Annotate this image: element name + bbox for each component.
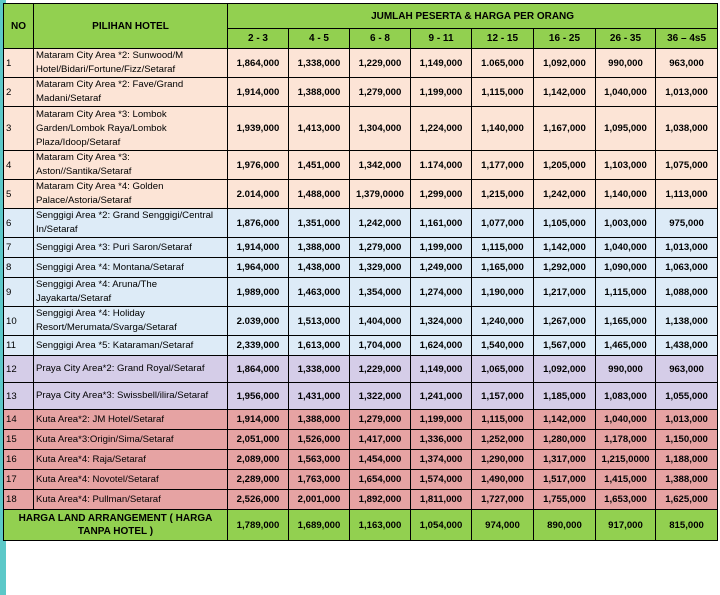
price-cell: 1,613,000 xyxy=(289,336,350,356)
price-cell: 1,038,000 xyxy=(656,107,718,151)
row-number: 2 xyxy=(4,78,34,107)
price-cell: 1,157,000 xyxy=(472,383,534,410)
price-cell: 2,526,000 xyxy=(228,490,289,510)
price-cell: 1,279,000 xyxy=(350,78,411,107)
price-cell: 1,956,000 xyxy=(228,383,289,410)
price-cell: 2,051,000 xyxy=(228,430,289,450)
price-cell: 1,574,000 xyxy=(411,470,472,490)
price-cell: 1,755,000 xyxy=(534,490,596,510)
price-cell: 1,654,000 xyxy=(350,470,411,490)
price-cell: 1,989,000 xyxy=(228,278,289,307)
price-cell: 2.039,000 xyxy=(228,307,289,336)
price-cell: 1,165,000 xyxy=(596,307,656,336)
header-range: 6 - 8 xyxy=(350,29,411,49)
price-cell: 1,431,000 xyxy=(289,383,350,410)
hotel-name: Mataram City Area *2: Fave/Grand Madani/Setaraf xyxy=(34,78,228,107)
price-cell: 1,190,000 xyxy=(472,278,534,307)
table-row xyxy=(4,470,718,490)
table-row xyxy=(4,238,718,258)
price-cell: 1,342,000 xyxy=(350,151,411,180)
price-cell: 1,161,000 xyxy=(411,209,472,238)
header-range: 12 - 15 xyxy=(472,29,534,49)
price-cell: 990,000 xyxy=(596,49,656,78)
price-cell: 1,077,000 xyxy=(472,209,534,238)
price-cell: 1,199,000 xyxy=(411,410,472,430)
footer-price-cell: 890,000 xyxy=(534,510,596,541)
header-range: 16 - 25 xyxy=(534,29,596,49)
price-cell: 1,217,000 xyxy=(534,278,596,307)
row-number: 16 xyxy=(4,450,34,470)
price-cell: 2,289,000 xyxy=(228,470,289,490)
price-cell: 1,338,000 xyxy=(289,356,350,383)
price-cell: 1,229,000 xyxy=(350,49,411,78)
hotel-name: Senggigi Area *4: Holiday Resort/Merumata/Svarga/Setaraf xyxy=(34,307,228,336)
price-cell: 1,351,000 xyxy=(289,209,350,238)
header-hotel: PILIHAN HOTEL xyxy=(34,4,228,49)
footer-price-cell: 1,789,000 xyxy=(228,510,289,541)
price-cell: 1,704,000 xyxy=(350,336,411,356)
price-cell: 1,354,000 xyxy=(350,278,411,307)
price-cell: 1,138,000 xyxy=(656,307,718,336)
table-row xyxy=(4,410,718,430)
row-number: 4 xyxy=(4,151,34,180)
price-cell: 1,199,000 xyxy=(411,238,472,258)
price-cell: 1,329,000 xyxy=(350,258,411,278)
footer-price-cell: 1,054,000 xyxy=(411,510,472,541)
price-cell: 1,252,000 xyxy=(472,430,534,450)
price-cell: 1,374,000 xyxy=(411,450,472,470)
hotel-name: Senggigi Area *4: Montana/Setaraf xyxy=(34,258,228,278)
table-row xyxy=(4,278,718,307)
hotel-name: Kuta Area*2: JM Hotel/Setaraf xyxy=(34,410,228,430)
price-cell: 1,914,000 xyxy=(228,410,289,430)
header-group: JUMLAH PESERTA & HARGA PER ORANG xyxy=(228,4,718,29)
row-number: 8 xyxy=(4,258,34,278)
price-cell: 1,103,000 xyxy=(596,151,656,180)
table-row xyxy=(4,49,718,78)
table-row xyxy=(4,209,718,238)
price-cell: 1,065,000 xyxy=(472,356,534,383)
price-cell: 1,517,000 xyxy=(534,470,596,490)
price-cell: 1,280,000 xyxy=(534,430,596,450)
hotel-name: Kuta Area*4: Pullman/Setaraf xyxy=(34,490,228,510)
price-cell: 1,142,000 xyxy=(534,238,596,258)
price-cell: 1,388,000 xyxy=(289,78,350,107)
price-cell: 1,215,0000 xyxy=(596,450,656,470)
price-cell: 1,463,000 xyxy=(289,278,350,307)
price-cell: 1,095,000 xyxy=(596,107,656,151)
price-cell: 1,892,000 xyxy=(350,490,411,510)
footer-price-cell: 917,000 xyxy=(596,510,656,541)
price-cell: 1,438,000 xyxy=(289,258,350,278)
price-cell: 1,242,000 xyxy=(534,180,596,209)
hotel-name: Senggigi Area *5: Kataraman/Setaraf xyxy=(34,336,228,356)
price-cell: 1,140,000 xyxy=(596,180,656,209)
table-header xyxy=(4,4,718,49)
hotel-name: Mataram City Area *2: Sunwood/M Hotel/Bidari/Fortune/Fizz/Setaraf xyxy=(34,49,228,78)
price-cell: 2,001,000 xyxy=(289,490,350,510)
price-cell: 1,055,000 xyxy=(656,383,718,410)
header-range: 36 – 4s5 xyxy=(656,29,718,49)
price-cell: 1,149,000 xyxy=(411,356,472,383)
header-range: 26 - 35 xyxy=(596,29,656,49)
row-number: 6 xyxy=(4,209,34,238)
hotel-name: Mataram City Area *3: Aston//Santika/Setaraf xyxy=(34,151,228,180)
table-row xyxy=(4,180,718,209)
price-cell: 1,322,000 xyxy=(350,383,411,410)
price-cell: 1,388,000 xyxy=(289,238,350,258)
header-range: 2 - 3 xyxy=(228,29,289,49)
price-cell: 1,624,000 xyxy=(411,336,472,356)
price-cell: 1,115,000 xyxy=(472,78,534,107)
row-number: 17 xyxy=(4,470,34,490)
price-cell: 1,040,000 xyxy=(596,78,656,107)
price-cell: 1,092,000 xyxy=(534,49,596,78)
price-cell: 1,013,000 xyxy=(656,78,718,107)
row-number: 3 xyxy=(4,107,34,151)
hotel-name: Mataram City Area *4: Golden Palace/Astoria/Setaraf xyxy=(34,180,228,209)
hotel-name: Praya City Area*2: Grand Royal/Setaraf xyxy=(34,356,228,383)
price-cell: 1,092,000 xyxy=(534,356,596,383)
price-cell: 1,115,000 xyxy=(596,278,656,307)
price-cell: 1,274,000 xyxy=(411,278,472,307)
price-cell: 1,224,000 xyxy=(411,107,472,151)
hotel-name: Senggigi Area *2: Grand Senggigi/Central In/Setaraf xyxy=(34,209,228,238)
price-cell: 1,199,000 xyxy=(411,78,472,107)
price-cell: 1,140,000 xyxy=(472,107,534,151)
price-cell: 2,339,000 xyxy=(228,336,289,356)
price-cell: 1,142,000 xyxy=(534,78,596,107)
price-cell: 1,249,000 xyxy=(411,258,472,278)
price-cell: 1,083,000 xyxy=(596,383,656,410)
price-cell: 1,454,000 xyxy=(350,450,411,470)
price-cell: 1,242,000 xyxy=(350,209,411,238)
price-cell: 1,763,000 xyxy=(289,470,350,490)
price-cell: 1,040,000 xyxy=(596,410,656,430)
price-cell: 1,864,000 xyxy=(228,49,289,78)
price-cell: 1,563,000 xyxy=(289,450,350,470)
price-cell: 1,388,000 xyxy=(289,410,350,430)
price-cell: 1,040,000 xyxy=(596,238,656,258)
price-cell: 1,964,000 xyxy=(228,258,289,278)
price-cell: 1,653,000 xyxy=(596,490,656,510)
table-row xyxy=(4,383,718,410)
price-cell: 1,165,000 xyxy=(472,258,534,278)
footer-price-cell: 815,000 xyxy=(656,510,718,541)
price-cell: 1,229,000 xyxy=(350,356,411,383)
hotel-name: Praya City Area*3: Swissbell/ilira/Setaraf xyxy=(34,383,228,410)
price-cell: 1,113,000 xyxy=(656,180,718,209)
footer-price-cell: 1,689,000 xyxy=(289,510,350,541)
hotel-name: Kuta Area*4: Raja/Setaraf xyxy=(34,450,228,470)
price-cell: 1,914,000 xyxy=(228,78,289,107)
hotel-name: Kuta Area*3:Origin/Sima/Setaraf xyxy=(34,430,228,450)
price-cell: 1,290,000 xyxy=(472,450,534,470)
table-row xyxy=(4,78,718,107)
price-cell: 1,178,000 xyxy=(596,430,656,450)
price-cell: 1,299,000 xyxy=(411,180,472,209)
price-cell: 1,003,000 xyxy=(596,209,656,238)
row-number: 11 xyxy=(4,336,34,356)
row-number: 7 xyxy=(4,238,34,258)
price-cell: 1,188,000 xyxy=(656,450,718,470)
price-cell: 1,864,000 xyxy=(228,356,289,383)
row-number: 14 xyxy=(4,410,34,430)
row-number: 5 xyxy=(4,180,34,209)
price-cell: 1,388,000 xyxy=(656,470,718,490)
price-cell: 1,115,000 xyxy=(472,410,534,430)
price-cell: 1,490,000 xyxy=(472,470,534,490)
row-number: 12 xyxy=(4,356,34,383)
price-cell: 1,150,000 xyxy=(656,430,718,450)
price-cell: 1,240,000 xyxy=(472,307,534,336)
price-cell: 1,438,000 xyxy=(656,336,718,356)
row-number: 13 xyxy=(4,383,34,410)
price-cell: 1,105,000 xyxy=(534,209,596,238)
price-cell: 1,465,000 xyxy=(596,336,656,356)
price-cell: 963,000 xyxy=(656,356,718,383)
price-cell: 1,090,000 xyxy=(596,258,656,278)
price-cell: 1,088,000 xyxy=(656,278,718,307)
price-cell: 963,000 xyxy=(656,49,718,78)
price-cell: 1,727,000 xyxy=(472,490,534,510)
price-cell: 1,167,000 xyxy=(534,107,596,151)
footer-row xyxy=(4,510,718,541)
hotel-name: Mataram City Area *3: Lombok Garden/Lombok Raya/Lombok Plaza/Idoop/Setaraf xyxy=(34,107,228,151)
price-cell: 1,939,000 xyxy=(228,107,289,151)
header-no: NO xyxy=(4,4,34,49)
hotel-name: Senggigi Area *4: Aruna/The Jayakarta/Setaraf xyxy=(34,278,228,307)
price-cell: 1,976,000 xyxy=(228,151,289,180)
header-range: 4 - 5 xyxy=(289,29,350,49)
price-cell: 1,336,000 xyxy=(411,430,472,450)
price-table xyxy=(3,3,718,541)
row-number: 18 xyxy=(4,490,34,510)
price-cell: 1,413,000 xyxy=(289,107,350,151)
price-cell: 1,267,000 xyxy=(534,307,596,336)
price-cell: 1,304,000 xyxy=(350,107,411,151)
price-cell: 1,811,000 xyxy=(411,490,472,510)
price-cell: 1,540,000 xyxy=(472,336,534,356)
price-cell: 1,567,000 xyxy=(534,336,596,356)
price-cell: 1,279,000 xyxy=(350,410,411,430)
price-cell: 1,292,000 xyxy=(534,258,596,278)
price-cell: 1.174,000 xyxy=(411,151,472,180)
price-cell: 1,063,000 xyxy=(656,258,718,278)
table-row xyxy=(4,151,718,180)
price-cell: 1,075,000 xyxy=(656,151,718,180)
price-cell: 1,142,000 xyxy=(534,410,596,430)
price-cell: 1,876,000 xyxy=(228,209,289,238)
price-cell: 1,149,000 xyxy=(411,49,472,78)
price-cell: 1,215,000 xyxy=(472,180,534,209)
price-cell: 1,338,000 xyxy=(289,49,350,78)
row-number: 1 xyxy=(4,49,34,78)
table-row xyxy=(4,307,718,336)
price-cell: 1,013,000 xyxy=(656,410,718,430)
table-row xyxy=(4,430,718,450)
price-cell: 1,279,000 xyxy=(350,238,411,258)
table-row xyxy=(4,490,718,510)
price-cell: 1,451,000 xyxy=(289,151,350,180)
table-body xyxy=(4,49,718,541)
table-row xyxy=(4,258,718,278)
price-cell: 2.014,000 xyxy=(228,180,289,209)
price-cell: 1,205,000 xyxy=(534,151,596,180)
header-range: 9 - 11 xyxy=(411,29,472,49)
table-row xyxy=(4,356,718,383)
table-row xyxy=(4,336,718,356)
price-cell: 1,324,000 xyxy=(411,307,472,336)
price-cell: 1,115,000 xyxy=(472,238,534,258)
price-cell: 1,914,000 xyxy=(228,238,289,258)
hotel-name: Kuta Area*4: Novotel/Setaraf xyxy=(34,470,228,490)
price-cell: 1,379,0000 xyxy=(350,180,411,209)
price-cell: 1,625,000 xyxy=(656,490,718,510)
price-cell: 1,417,000 xyxy=(350,430,411,450)
table-row xyxy=(4,107,718,151)
price-cell: 1,185,000 xyxy=(534,383,596,410)
footer-label: HARGA LAND ARRANGEMENT ( HARGA TANPA HOTEL ) xyxy=(4,510,228,541)
footer-price-cell: 1,163,000 xyxy=(350,510,411,541)
footer-price-cell: 974,000 xyxy=(472,510,534,541)
price-cell: 1,513,000 xyxy=(289,307,350,336)
price-cell: 1,241,000 xyxy=(411,383,472,410)
price-cell: 975,000 xyxy=(656,209,718,238)
row-number: 9 xyxy=(4,278,34,307)
price-cell: 1,404,000 xyxy=(350,307,411,336)
price-cell: 1,177,000 xyxy=(472,151,534,180)
table-row xyxy=(4,450,718,470)
price-cell: 1,013,000 xyxy=(656,238,718,258)
row-number: 10 xyxy=(4,307,34,336)
price-cell: 1,526,000 xyxy=(289,430,350,450)
price-cell: 1,415,000 xyxy=(596,470,656,490)
row-number: 15 xyxy=(4,430,34,450)
hotel-name: Senggigi Area *3: Puri Saron/Setaraf xyxy=(34,238,228,258)
price-cell: 990,000 xyxy=(596,356,656,383)
price-cell: 2,089,000 xyxy=(228,450,289,470)
price-cell: 1.065,000 xyxy=(472,49,534,78)
price-cell: 1,488,000 xyxy=(289,180,350,209)
price-cell: 1,317,000 xyxy=(534,450,596,470)
